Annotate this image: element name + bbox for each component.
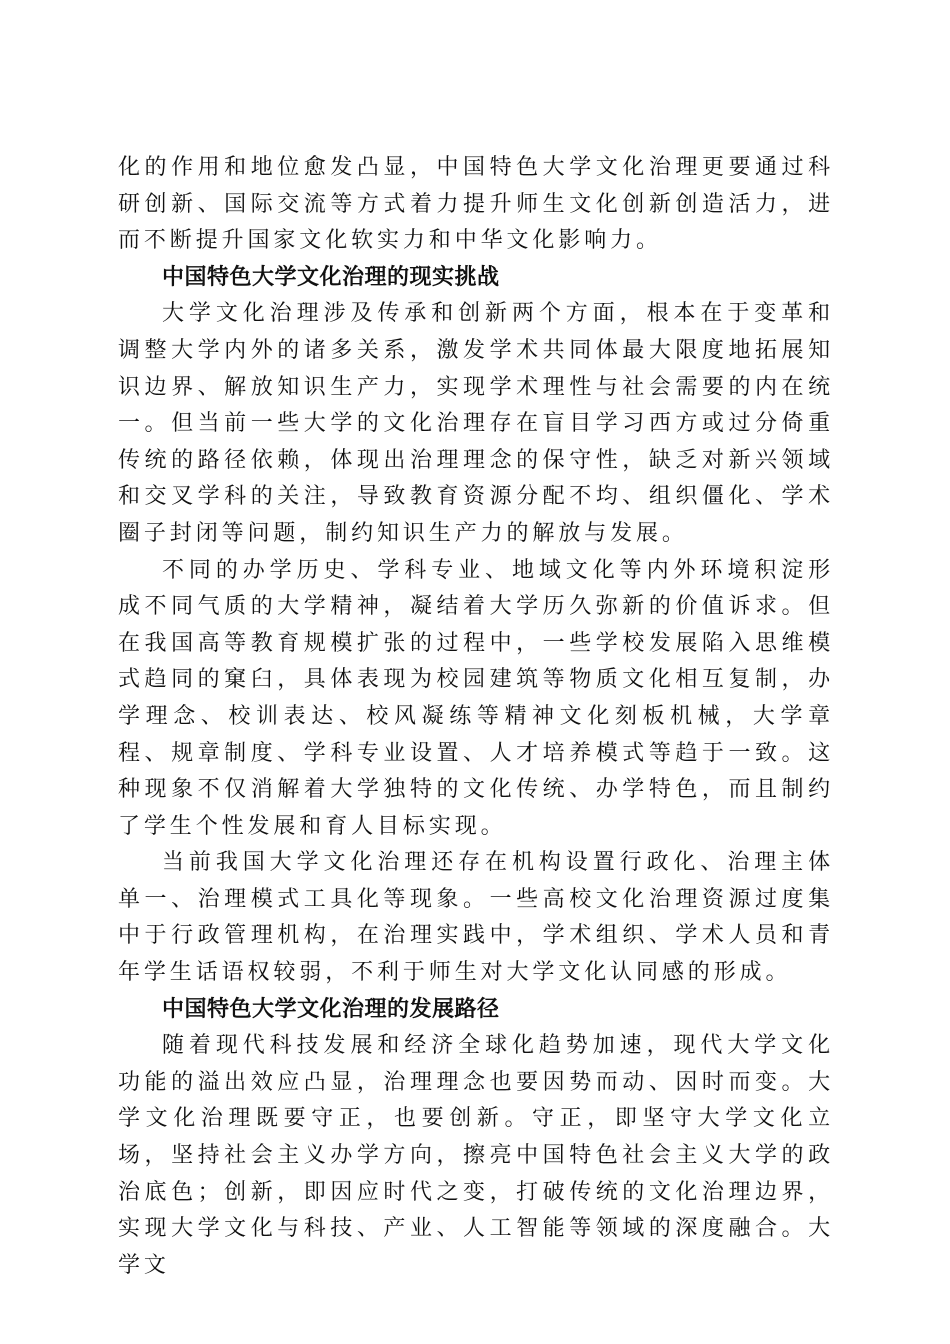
paragraph-intro-continuation: 化的作用和地位愈发凸显，中国特色大学文化治理更要通过科研创新、国际交流等方式着力提升师生文化创新创造活力，进而不断提升国家文化软实力和中华文化影响力。 [118,155,834,254]
section-heading-challenges: 中国特色大学文化治理的现实挑战 [162,264,500,290]
paragraph-challenges-3: 当前我国大学文化治理还存在机构设置行政化、治理主体单一、治理模式工具化等现象。一些高校文化治理资源过度集中于行政管理机构，在治理实践中，学术组织、学术人员和青年学生话语权较弱，不利于师生对大学文化认同感的形成。 [118,850,834,986]
paragraph-challenges-2: 不同的办学历史、学科专业、地域文化等内外环境积淀形成不同气质的大学精神，凝结着大学历久弥新的价值诉求。但在我国高等教育规模扩张的过程中，一些学校发展陷入思维模式趋同的窠臼，具体表现为校园建筑等物质文化相互复制，办学理念、校训表达、校风凝练等精神文化刻板机械，大学章程、规章制度、学科专业设置、人才培养模式等趋于一致。这种现象不仅消解着大学独特的文化传统、办学特色，而且制约了学生个性发展和育人目标实现。 [118,557,834,839]
paragraph-challenges-1: 大学文化治理涉及传承和创新两个方面，根本在于变革和调整大学内外的诸多关系，激发学术共同体最大限度地拓展知识边界、解放知识生产力，实现学术理性与社会需要的内在统一。但当前一些大学的文化治理存在盲目学习西方或过分倚重传统的路径依赖，体现出治理理念的保守性，缺乏对新兴领域和交叉学科的关注，导致教育资源分配不均、组织僵化、学术圈子封闭等问题，制约知识生产力的解放与发展。 [118,301,834,546]
paragraph-development-path-1: 随着现代科技发展和经济全球化趋势加速，现代大学文化功能的溢出效应凸显，治理理念也要因势而动、因时而变。大学文化治理既要守正，也要创新。守正，即坚守大学文化立场，坚持社会主义办学方向，擦亮中国特色社会主义大学的政治底色；创新，即因应时代之变，打破传统的文化治理边界，实现大学文化与科技、产业、人工智能等领域的深度融合。大学文 [118,1033,834,1278]
document-body [118,150,834,1284]
section-heading-development-path: 中国特色大学文化治理的发展路径 [162,996,500,1022]
